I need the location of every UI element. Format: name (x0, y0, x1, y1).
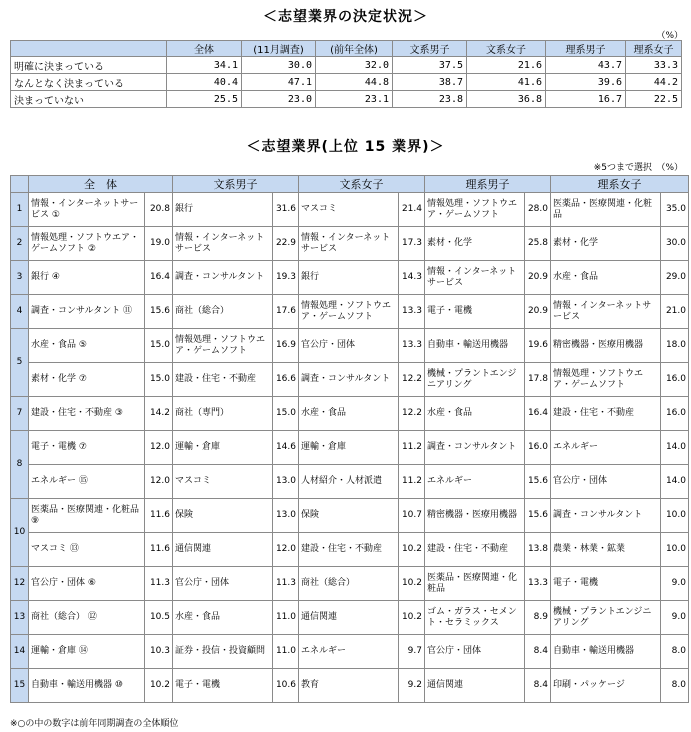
value-cell: 22.5 (626, 91, 682, 108)
industry-name: 官公庁・団体 (299, 329, 399, 363)
industry-value: 12.0 (273, 533, 299, 567)
table-row (11, 261, 689, 295)
value-cell: 44.8 (316, 74, 393, 91)
value-cell: 40.4 (167, 74, 242, 91)
industry-value: 19.0 (145, 227, 173, 261)
industry-name: 官公庁・団体 (173, 567, 273, 601)
industry-value: 14.2 (145, 397, 173, 431)
industry-name: 水産・食品 (551, 261, 661, 295)
industry-value: 13.0 (273, 465, 299, 499)
industry-value: 10.5 (145, 601, 173, 635)
industry-name: 証券・投信・投資顧問 (173, 635, 273, 669)
rank-cell: 5 (11, 329, 29, 397)
rank-cell: 12 (11, 567, 29, 601)
industry-value: 29.0 (661, 261, 689, 295)
rank-cell: 2 (11, 227, 29, 261)
industry-name: 電子・電機 (551, 567, 661, 601)
industry-name: 情報・インターネットサービス (425, 261, 525, 295)
value-cell: 23.1 (316, 91, 393, 108)
rank-cell: 10 (11, 499, 29, 567)
industry-name: 運輸・倉庫 (173, 431, 273, 465)
t1-header-0 (11, 41, 167, 57)
industry-name: 教育 (299, 669, 399, 703)
industry-value: 18.0 (661, 329, 689, 363)
table-row (11, 329, 689, 363)
value-cell: 23.0 (242, 91, 316, 108)
title-top15-industries: ＜志望業界(上位 15 業界)＞ (246, 139, 445, 155)
industry-value: 10.6 (273, 669, 299, 703)
industry-value: 12.2 (399, 363, 425, 397)
industry-name: 印刷・パッケージ (551, 669, 661, 703)
industry-name: 商社（専門） (173, 397, 273, 431)
value-cell: 47.1 (242, 74, 316, 91)
industry-name: 通信関連 (425, 669, 525, 703)
industry-name: 保険 (173, 499, 273, 533)
value-cell: 37.5 (393, 57, 467, 74)
t2-header-4: 理系女子 (551, 176, 689, 193)
industry-name: 通信関連 (299, 601, 399, 635)
industry-name: 素材・化学 (551, 227, 661, 261)
t1-header-1: 全体 (167, 41, 242, 57)
industry-name: エネルギー (551, 431, 661, 465)
t1-header-5: 文系女子 (467, 41, 546, 57)
industry-value: 20.8 (145, 193, 173, 227)
industry-value: 14.6 (273, 431, 299, 465)
industry-value: 19.3 (273, 261, 299, 295)
industry-value: 15.6 (525, 499, 551, 533)
industry-value: 12.2 (399, 397, 425, 431)
table-row (11, 295, 689, 329)
industry-value: 12.0 (145, 431, 173, 465)
table-row (11, 533, 689, 567)
industry-value: 10.7 (399, 499, 425, 533)
t1-header-3: (前年全体) (316, 41, 393, 57)
industry-name: 保険 (299, 499, 399, 533)
industry-value: 13.3 (399, 295, 425, 329)
industry-name: 調査・コンサルタント (425, 431, 525, 465)
t1-header-2: (11月調査) (242, 41, 316, 57)
t1-header-6: 理系男子 (546, 41, 626, 57)
industry-name: 医薬品・医療関連・化粧品 (425, 567, 525, 601)
industry-value: 14.0 (661, 465, 689, 499)
industry-name: マスコミ (173, 465, 273, 499)
value-cell: 30.0 (242, 57, 316, 74)
t2-header-rank (11, 176, 29, 193)
rank-cell: 15 (11, 669, 29, 703)
industry-value: 16.4 (525, 397, 551, 431)
industry-value: 16.0 (661, 363, 689, 397)
industry-name: 情報処理・ソフトウエア・ゲームソフト (173, 329, 273, 363)
value-cell: 39.6 (546, 74, 626, 91)
industry-name: 官公庁・団体 (425, 635, 525, 669)
industry-name: 情報処理・ソフトウエア・ゲームソフト (299, 295, 399, 329)
industry-value: 15.6 (525, 465, 551, 499)
t2-header-3: 理系男子 (425, 176, 551, 193)
industry-name: 自動車・輸送用機器 ⑩ (29, 669, 145, 703)
value-cell: 44.2 (626, 74, 682, 91)
row-label: 決まっていない (11, 91, 167, 108)
t2-header-2: 文系女子 (299, 176, 425, 193)
industry-name: 素材・化学 ⑦ (29, 363, 145, 397)
row-label: 明確に決まっている (11, 57, 167, 74)
industry-name: 情報・インターネットサービス (551, 295, 661, 329)
industry-name: 建設・住宅・不動産 (425, 533, 525, 567)
industry-name: ゴム・ガラス・セメント・セラミックス (425, 601, 525, 635)
t1-header-7: 理系女子 (626, 41, 682, 57)
table-row (11, 669, 689, 703)
industry-name: マスコミ (299, 193, 399, 227)
industry-name: 情報処理・ソフトウエア・ゲームソフト (551, 363, 661, 397)
industry-name: 機械・プラントエンジニアリング (425, 363, 525, 397)
industry-value: 31.6 (273, 193, 299, 227)
industry-value: 17.6 (273, 295, 299, 329)
decision-status-table (10, 40, 682, 108)
industry-name: 電子・電機 (173, 669, 273, 703)
industry-name: 水産・食品 (299, 397, 399, 431)
industry-value: 13.0 (273, 499, 299, 533)
industry-name: 運輸・倉庫 ⑭ (29, 635, 145, 669)
industry-name: 銀行 (299, 261, 399, 295)
industry-value: 16.6 (273, 363, 299, 397)
table-row (11, 397, 689, 431)
title-decision-status: ＜志望業界の決定状況＞ (263, 9, 428, 25)
table-row (11, 363, 689, 397)
industry-name: 商社（総合） (299, 567, 399, 601)
industry-name: 官公庁・団体 ⑥ (29, 567, 145, 601)
industry-name: 建設・住宅・不動産 ③ (29, 397, 145, 431)
industry-value: 9.7 (399, 635, 425, 669)
industry-value: 16.9 (273, 329, 299, 363)
industry-value: 16.0 (525, 431, 551, 465)
industry-value: 21.4 (399, 193, 425, 227)
industry-value: 28.0 (525, 193, 551, 227)
industry-value: 15.0 (145, 329, 173, 363)
industry-value: 8.9 (525, 601, 551, 635)
industry-name: 人材紹介・人材派遣 (299, 465, 399, 499)
industry-value: 13.8 (525, 533, 551, 567)
unit-label-2: ※5つまで選択 （%） (593, 163, 683, 173)
industry-value: 14.0 (661, 431, 689, 465)
industry-value: 9.0 (661, 601, 689, 635)
industry-name: 機械・プラントエンジニアリング (551, 601, 661, 635)
industry-value: 9.0 (661, 567, 689, 601)
industry-name: 水産・食品 (173, 601, 273, 635)
industry-value: 8.4 (525, 669, 551, 703)
industry-value: 22.9 (273, 227, 299, 261)
industry-name: 水産・食品 ⑤ (29, 329, 145, 363)
industry-name: 情報・インターネットサービス (173, 227, 273, 261)
value-cell: 34.1 (167, 57, 242, 74)
value-cell: 23.8 (393, 91, 467, 108)
value-cell: 41.6 (467, 74, 546, 91)
rank-cell: 3 (11, 261, 29, 295)
value-cell: 38.7 (393, 74, 467, 91)
table-row (11, 193, 689, 227)
industry-name: 電子・電機 (425, 295, 525, 329)
industry-value: 8.0 (661, 669, 689, 703)
industry-value: 11.0 (273, 635, 299, 669)
industry-name: 商社（総合） ⑫ (29, 601, 145, 635)
value-cell: 33.3 (626, 57, 682, 74)
industry-value: 21.0 (661, 295, 689, 329)
industry-value: 15.6 (145, 295, 173, 329)
industry-value: 8.4 (525, 635, 551, 669)
industry-name: エネルギー (425, 465, 525, 499)
industry-value: 30.0 (661, 227, 689, 261)
industry-value: 20.9 (525, 295, 551, 329)
industry-name: 商社（総合） (173, 295, 273, 329)
t2-header-1: 文系男子 (173, 176, 299, 193)
industry-value: 10.2 (145, 669, 173, 703)
industry-name: 自動車・輸送用機器 (425, 329, 525, 363)
table-row (11, 74, 682, 91)
industry-name: 建設・住宅・不動産 (551, 397, 661, 431)
industry-value: 19.6 (525, 329, 551, 363)
industry-name: 調査・コンサルタント (173, 261, 273, 295)
industry-name: 情報・インターネットサービス ① (29, 193, 145, 227)
industry-value: 17.3 (399, 227, 425, 261)
industry-value: 16.4 (145, 261, 173, 295)
industry-value: 25.8 (525, 227, 551, 261)
industry-value: 35.0 (661, 193, 689, 227)
industry-value: 10.3 (145, 635, 173, 669)
industry-name: 農業・林業・鉱業 (551, 533, 661, 567)
industry-value: 14.3 (399, 261, 425, 295)
industry-value: 8.0 (661, 635, 689, 669)
rank-cell: 13 (11, 601, 29, 635)
t1-header-4: 文系男子 (393, 41, 467, 57)
value-cell: 43.7 (546, 57, 626, 74)
industry-value: 11.2 (399, 431, 425, 465)
row-label: なんとなく決まっている (11, 74, 167, 91)
industry-name: 情報・インターネットサービス (299, 227, 399, 261)
industry-name: 調査・コンサルタント ⑪ (29, 295, 145, 329)
industry-value: 15.0 (145, 363, 173, 397)
value-cell: 36.8 (467, 91, 546, 108)
industry-name: 運輸・倉庫 (299, 431, 399, 465)
industry-value: 13.3 (525, 567, 551, 601)
industry-name: 官公庁・団体 (551, 465, 661, 499)
table-row (11, 227, 689, 261)
table-row (11, 57, 682, 74)
industry-name: 電子・電機 ⑦ (29, 431, 145, 465)
footnote: ※○の中の数字は前年同期調査の全体順位 (10, 719, 179, 729)
industry-value: 11.6 (145, 499, 173, 533)
rank-cell: 7 (11, 397, 29, 431)
table-row (11, 635, 689, 669)
table-row (11, 91, 682, 108)
table-row (11, 601, 689, 635)
industry-value: 10.2 (399, 567, 425, 601)
industry-value: 15.0 (273, 397, 299, 431)
value-cell: 16.7 (546, 91, 626, 108)
industry-value: 11.0 (273, 601, 299, 635)
table-row (11, 431, 689, 465)
value-cell: 25.5 (167, 91, 242, 108)
table-row (11, 465, 689, 499)
industry-value: 17.8 (525, 363, 551, 397)
industry-value: 16.0 (661, 397, 689, 431)
t2-header-0: 全 体 (29, 176, 173, 193)
industry-name: 情報処理・ソフトウエア・ゲームソフト (425, 193, 525, 227)
industry-value: 11.6 (145, 533, 173, 567)
industry-name: 通信関連 (173, 533, 273, 567)
rank-cell: 8 (11, 431, 29, 499)
industry-name: 情報処理・ソフトウエア・ゲームソフト ② (29, 227, 145, 261)
industry-name: 銀行 ④ (29, 261, 145, 295)
value-cell: 32.0 (316, 57, 393, 74)
rank-cell: 14 (11, 635, 29, 669)
industry-name: マスコミ ⑬ (29, 533, 145, 567)
industry-name: 建設・住宅・不動産 (173, 363, 273, 397)
industry-value: 9.2 (399, 669, 425, 703)
industry-name: 精密機器・医療用機器 (425, 499, 525, 533)
industry-value: 12.0 (145, 465, 173, 499)
industry-name: 銀行 (173, 193, 273, 227)
industry-name: 水産・食品 (425, 397, 525, 431)
industry-value: 13.3 (399, 329, 425, 363)
industry-name: 医薬品・医療関連・化粧品 (551, 193, 661, 227)
industry-name: 建設・住宅・不動産 (299, 533, 399, 567)
industry-name: エネルギー ⑮ (29, 465, 145, 499)
industry-value: 11.3 (145, 567, 173, 601)
industry-name: 素材・化学 (425, 227, 525, 261)
unit-label-1: （%） (656, 31, 683, 41)
industry-value: 11.3 (273, 567, 299, 601)
industry-value: 11.2 (399, 465, 425, 499)
industry-value: 20.9 (525, 261, 551, 295)
industry-value: 10.2 (399, 533, 425, 567)
rank-cell: 4 (11, 295, 29, 329)
industry-name: 医薬品・医療関連・化粧品 ⑨ (29, 499, 145, 533)
industry-name: 自動車・輸送用機器 (551, 635, 661, 669)
table-row (11, 499, 689, 533)
industry-name: エネルギー (299, 635, 399, 669)
value-cell: 21.6 (467, 57, 546, 74)
table-row (11, 567, 689, 601)
top15-industries-table (10, 175, 689, 703)
industry-value: 10.2 (399, 601, 425, 635)
industry-name: 調査・コンサルタント (299, 363, 399, 397)
industry-value: 10.0 (661, 499, 689, 533)
industry-name: 精密機器・医療用機器 (551, 329, 661, 363)
rank-cell: 1 (11, 193, 29, 227)
industry-value: 10.0 (661, 533, 689, 567)
industry-name: 調査・コンサルタント (551, 499, 661, 533)
